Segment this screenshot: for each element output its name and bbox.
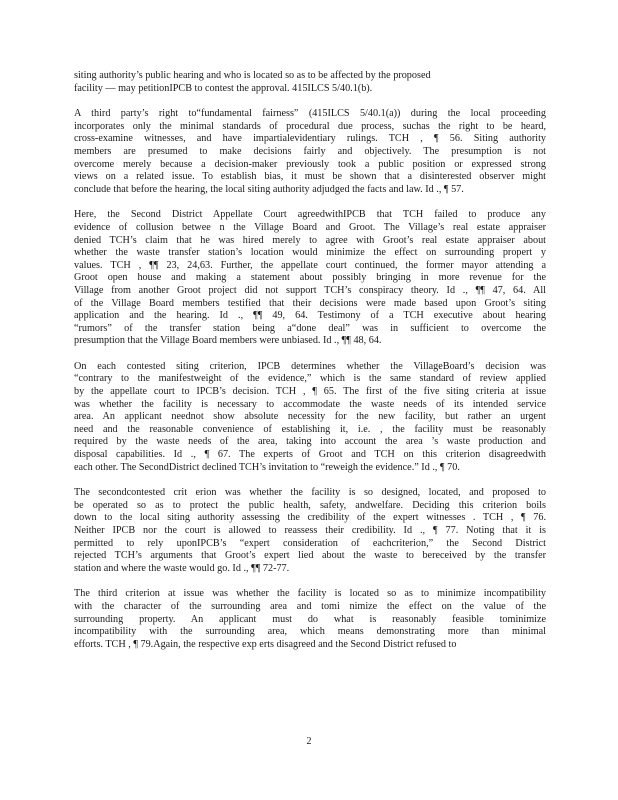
paragraph: [74, 209, 546, 348]
text-line: efforts. TCH , ¶ 79.Again, the respective exp erts disagreed and the Second District refused to: [74, 638, 457, 650]
text-line: permitted to rely uponIPCB’s “expert consideration of eachcriterion,” the Second District: [74, 537, 546, 549]
text-line: with the character of the surrounding area and tomi nimize the effect on the value of the: [74, 600, 546, 612]
text-line: denied TCH’s claim that he was hired merely to agree with Groot’s real estate appraiser about: [74, 234, 546, 246]
text-line: cross-examine witnesses, and have impartialevidentiary rulings. TCH , ¶ 56. Siting authority: [74, 133, 546, 145]
text-line: whether the waste transfer station’s location would minimize the effect on surrounding propert y: [74, 247, 546, 259]
text-line: station and where the waste would go. Id ., ¶¶ 72-77.: [74, 562, 290, 574]
text-line: surrounding property. An applicant must do what is reasonably feasible tominimize: [74, 613, 546, 625]
text-line: by the appellate court to IPCB’s decision. TCH , ¶ 65. The first of the five siting criteria at issue: [74, 386, 546, 398]
text-line: A third party’s right to“fundamental fairness” (415ILCS 5/40.1(a)) during the local proceeding: [74, 108, 546, 120]
text-line: evidence of collusion betwee n the Village Board and Groot. The Village’s real estate appraiser: [74, 221, 546, 233]
paragraph: [74, 108, 546, 196]
paragraph: [74, 361, 546, 474]
text-line: “rumors” of the transfer station being a“done deal” was in sufficient to overcome the: [74, 322, 546, 334]
text-line: facility — may petitionIPCB to contest the approval. 415ILCS 5/40.1(b).: [74, 82, 373, 94]
text-line: was whether the facility is necessary to accommodate the waste needs of its intended service: [74, 398, 546, 410]
text-line: views on a related issue. To establish bias, it must be shown that a disinterested observer might: [74, 171, 546, 183]
text-line: required by the waste needs of the area, taking into account the area ’s waste production and: [74, 436, 546, 448]
text-line: disposal capabilities. Id ., ¶ 67. The experts of Groot and TCH on this criterion disagreedwith: [74, 449, 546, 461]
text-line: siting authority’s public hearing and who is located so as to be affected by the proposed: [74, 70, 431, 81]
text-line: rejected TCH’s arguments that Groot’s expert lied about the waste to bereceived by the transfer: [74, 550, 546, 562]
text-line: of the Village Board members testified that their decisions were made based upon Groot’s siting: [74, 297, 546, 309]
text-line: area. An applicant neednot show absolute necessity for the new facility, but rather an urgent: [74, 411, 546, 423]
text-line: Neither IPCB nor the court is allowed to reassess their credibility. Id ., ¶ 77. Noting that it is: [74, 525, 546, 536]
paragraph: [74, 588, 546, 651]
text-line: down to the local siting authority assessing the credibility of the expert witnesses . TCH , ¶ 76.: [74, 512, 546, 524]
text-line: need and the reasonable convenience of establishing it, i.e. , the facility must be reasonably: [74, 423, 546, 435]
text-line: values. TCH , ¶¶ 23, 24,63. Further, the appellate court continued, the former mayor attending a: [74, 259, 546, 271]
text-line: conclude that before the hearing, the local siting authority adjudged the facts and law. Id ., ¶ 57.: [74, 183, 464, 195]
text-line: presumption that the Village Board members were unbiased. Id ., ¶¶ 48, 64.: [74, 335, 382, 347]
paragraph: [74, 70, 546, 95]
page-number: 2: [306, 736, 312, 747]
text-line: each other. The SecondDistrict declined TCH’s invitation to “reweigh the evidence.” Id ., ¶ 70.: [74, 461, 460, 473]
body-text: [74, 70, 546, 664]
text-line: The secondcontested crit erion was whether the facility is so designed, located, and proposed to: [74, 487, 546, 499]
text-line: Village from another Groot project did not support TCH’s conspiracy theory. Id ., ¶¶ 47, 64. All: [74, 284, 546, 296]
text-line: overcome merely because a decision-maker previously took a public position or expressed strong: [74, 158, 546, 170]
paragraph: [74, 487, 546, 575]
text-line: be operated so as to protect the public health, safety, andwelfare. Deciding this criterion boils: [74, 499, 546, 511]
text-line: “contrary to the manifestweight of the evidence,” which is the same standard of review applied: [74, 373, 546, 385]
text-line: incorporates only the minimal standards of procedural due process, suchas the right to be heard,: [74, 120, 546, 132]
text-line: incompatibility with the surrounding area, which means demonstrating more than minimal: [74, 626, 546, 638]
text-line: Groot open house and making a statement about possibly bringing in more revenue for the: [74, 272, 546, 284]
text-line: application and the hearing. Id ., ¶¶ 49, 64. Testimony of a TCH executive about hearing: [74, 310, 546, 322]
text-line: members are presumed to make decisions fairly and objectively. The presumption is not: [74, 145, 546, 157]
text-line: On each contested siting criterion, IPCB determines whether the VillageBoard’s decision was: [74, 360, 546, 372]
text-line: Here, the Second District Appellate Court agreedwithIPCB that TCH failed to produce any: [74, 209, 546, 221]
text-line: The third criterion at issue was whether the facility is located so as to minimize incompatibility: [74, 588, 546, 600]
